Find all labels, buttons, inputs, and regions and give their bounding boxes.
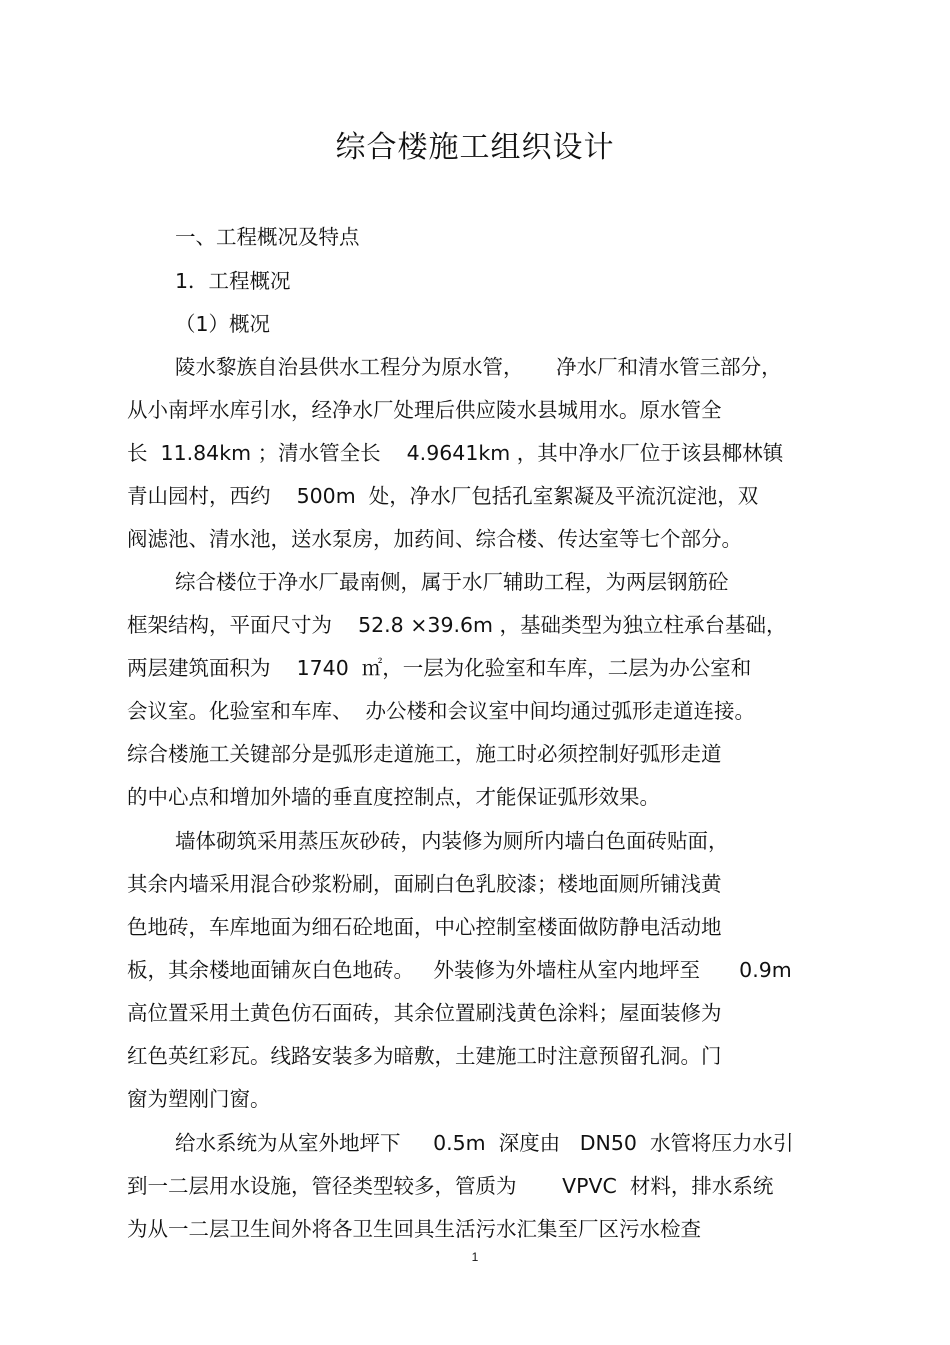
body-line: 板，其余楼地面铺灰白色地砖。 外装修为外墙柱从室内地坪至 0.9m xyxy=(127,958,792,982)
body-line: 到一二层用水设施，管径类型较多，管质为 VPVC 材料，排水系统 xyxy=(127,1174,774,1198)
body-line: 从小南坪水库引水，经净水厂处理后供应陵水县城用水。原水管全 xyxy=(127,398,722,422)
body-line: 框架结构，平面尺寸为 52.8 ×39.6m ，基础类型为独立柱承台基础， xyxy=(127,613,787,637)
body-line: 阀滤池、清水池，送水泵房，加药间、综合楼、传达室等七个部分。 xyxy=(127,527,742,551)
body-line: 为从一二层卫生间外将各卫生回具生活污水汇集至厂区污水检查 xyxy=(127,1217,701,1241)
body-line: 高位置采用土黄色仿石面砖，其余位置刷浅黄色涂料；屋面装修为 xyxy=(127,1001,722,1025)
body-line: 其余内墙采用混合砂浆粉刷，面刷白色乳胶漆；楼地面厕所铺浅黄 xyxy=(127,872,722,896)
body-line: 两层建筑面积为 1740 ㎡，一层为化验室和车库，二层为办公室和 xyxy=(127,656,752,680)
body-line: 综合楼位于净水厂最南侧，属于水厂辅助工程，为两层钢筋砼 xyxy=(175,570,729,594)
body-line: 色地砖，车库地面为细石砼地面，中心控制室楼面做防静电活动地 xyxy=(127,915,722,939)
page-number: 1 xyxy=(471,1250,479,1264)
subsection-heading: 1．工程概况 xyxy=(175,269,291,293)
section-heading: 一、工程概况及特点 xyxy=(175,225,360,249)
body-line: 的中心点和增加外墙的垂直度控制点，才能保证弧形效果。 xyxy=(127,785,660,809)
body-line: 综合楼施工关键部分是弧形走道施工，施工时必须控制好弧形走道 xyxy=(127,742,722,766)
body-line: 青山园村，西约 500m 处，净水厂包括孔室絮凝及平流沉淀池，双 xyxy=(127,484,759,508)
item-heading: （1）概况 xyxy=(175,312,271,336)
body-line: 红色英红彩瓦。线路安装多为暗敷，土建施工时注意预留孔洞。门 xyxy=(127,1044,722,1068)
body-line: 墙体砌筑采用蒸压灰砂砖，内装修为厕所内墙白色面砖贴面， xyxy=(175,829,729,853)
body-line: 窗为塑刚门窗。 xyxy=(127,1087,271,1111)
body-line: 陵水黎族自治县供水工程分为原水管， 净水厂和清水管三部分， xyxy=(175,355,782,379)
body-line: 会议室。化验室和车库、 办公楼和会议室中间均通过弧形走道连接。 xyxy=(127,699,756,723)
document-title: 综合楼施工组织设计 xyxy=(335,130,615,165)
body-line: 长 11.84km ；清水管全长 4.9641km ，其中净水厂位于该县椰林镇 xyxy=(127,441,784,465)
body-line: 给水系统为从室外地坪下 0.5m 深度由 DN50 水管将压力水引 xyxy=(175,1131,794,1155)
